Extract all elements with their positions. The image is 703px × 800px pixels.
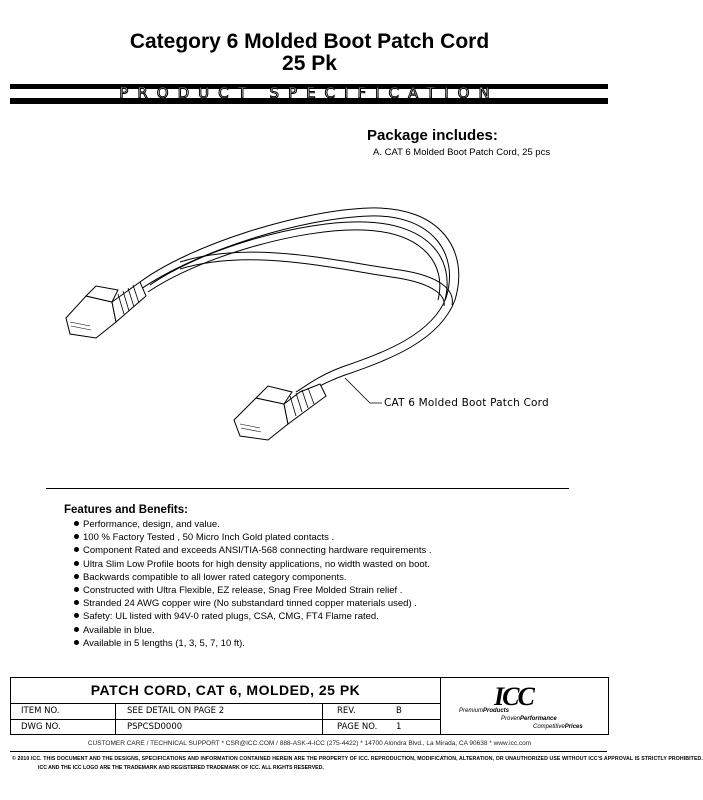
feature-item: Available in 5 lengths (1, 3, 5, 7, 10 ft). — [74, 637, 432, 650]
bullet-icon — [74, 534, 79, 539]
contact-footer: CUSTOMER CARE / TECHNICAL SUPPORT * CSR@ICC.COM / 888-ASK-4-ICC (275-4422) * 14700 Alondra Blvd., La Mirada, CA 90638 * www.icc.com — [87, 740, 532, 747]
bullet-icon — [74, 613, 79, 618]
bullet-icon — [74, 640, 79, 645]
feature-item: Backwards compatible to all lower rated category components. — [74, 571, 432, 584]
package-heading: Package includes: — [367, 127, 498, 144]
features-list — [74, 518, 432, 650]
section-divider — [46, 488, 569, 489]
item-number-row — [11, 704, 441, 720]
document-title: Category 6 Molded Boot Patch Cord — [129, 30, 490, 53]
bullet-icon — [74, 547, 79, 552]
page-no-label: PAGE NO. — [337, 722, 378, 732]
document-subtitle: 25 Pk — [282, 52, 337, 75]
legal-notice-line-1: © 2010 ICC. THIS DOCUMENT AND THE DESIGNS, SPECIFICATIONS AND INFORMATION CONTAINED HEREIN ARE THE PROPERTY OF ICC. REPRODUCTION, MODIFICATION, ALTERATION, OR UNAUTHORIZED USE WITHOUT ICC'S APPROVAL IS STRICTLY PROHIBITED. — [12, 756, 703, 762]
legal-notice-line-2: ICC AND THE ICC LOGO ARE THE TRADEMARK AND REGISTERED TRADEMARK OF ICC. ALL RIGHTS RESERVED. — [38, 765, 324, 771]
rev-value: B — [396, 706, 402, 716]
bullet-icon — [74, 574, 79, 579]
bullet-icon — [74, 521, 79, 526]
package-item: A. CAT 6 Molded Boot Patch Cord, 25 pcs — [373, 147, 551, 158]
rev-label: REV. — [337, 706, 356, 716]
feature-item: Ultra Slim Low Profile boots for high density applications, no width wasted on boot. — [74, 558, 432, 571]
page-no-value: 1 — [396, 722, 402, 732]
bullet-icon — [74, 627, 79, 632]
feature-item: Stranded 24 AWG copper wire (No substandard tinned copper materials used) . — [74, 597, 432, 610]
bullet-icon — [74, 600, 79, 605]
title-block — [10, 677, 609, 735]
product-spec-text: PRODUCT SPECIFICATION — [119, 84, 499, 102]
drawing-number-row — [11, 720, 441, 735]
logo-tagline-2: ProvenPerformance — [501, 716, 557, 722]
feature-item: Safety: UL listed with 94V-0 rated plugs, CSA, CMG, FT4 Flame rated. — [74, 610, 432, 623]
features-heading: Features and Benefits: — [64, 504, 188, 516]
cord-callout-label: CAT 6 Molded Boot Patch Cord — [384, 397, 549, 409]
dwg-no-value: PSPCSD0000 — [127, 722, 183, 732]
feature-item: Available in blue. — [74, 624, 432, 637]
bullet-icon — [74, 561, 79, 566]
feature-item: Constructed with Ultra Flexible, EZ release, Snag Free Molded Strain relief . — [74, 584, 432, 597]
logo-tagline-3: CompetitivePrices — [533, 724, 583, 730]
feature-item: 100 % Factory Tested , 50 Micro Inch Gold plated contacts . — [74, 531, 432, 544]
bullet-icon — [74, 587, 79, 592]
feature-item: Component Rated and exceeds ANSI/TIA-568 connecting hardware requirements . — [74, 544, 432, 557]
item-no-value: SEE DETAIL ON PAGE 2 — [127, 706, 225, 716]
logo-tagline-1: PremiumProducts — [459, 708, 510, 714]
dwg-no-label: DWG NO. — [21, 722, 61, 732]
icc-logo-mark: ICC — [494, 682, 533, 711]
icc-logo — [441, 678, 608, 734]
item-no-label: ITEM NO. — [21, 706, 60, 716]
title-block-heading: PATCH CORD, CAT 6, MOLDED, 25 PK — [11, 678, 441, 704]
footer-divider — [10, 751, 607, 752]
feature-item: Performance, design, and value. — [74, 518, 432, 531]
